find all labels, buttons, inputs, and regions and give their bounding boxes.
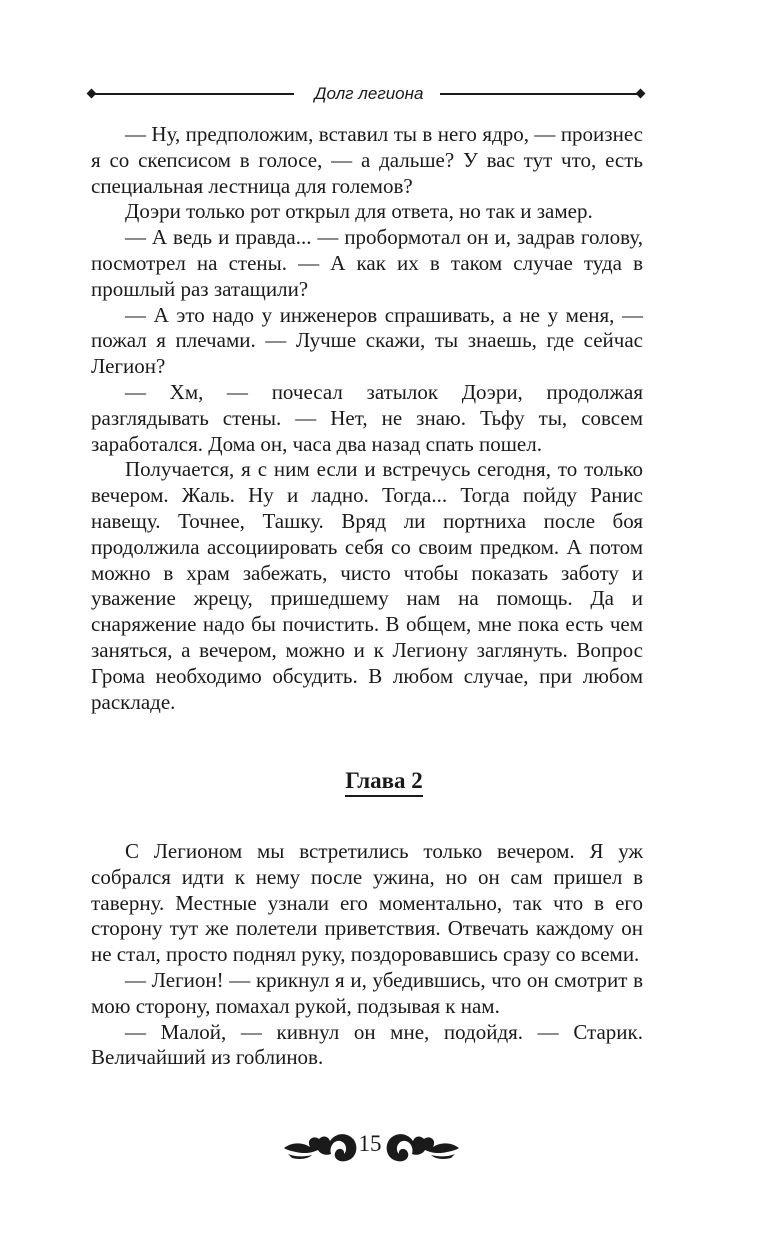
paragraph: С Легионом мы встретились только вечером. Я уж собрался идти к нему после ужина, но он сам пришел в таверну. Местные узнали его моментально, так что в его сторону тут же полетели приветствия. Отвечать каждому он не стал, просто поднял руку, поздоровавшись сразу со всеми. bbox=[91, 839, 643, 967]
text-section-1 bbox=[91, 122, 643, 715]
chapter-title: Глава 2 bbox=[345, 767, 423, 797]
page-footer bbox=[0, 1122, 768, 1168]
text-section-2 bbox=[91, 839, 643, 1071]
ornament-right-icon bbox=[383, 1126, 461, 1166]
paragraph: — Хм, — почесал затылок Доэри, продолжая разглядывать стены. — Нет, не знаю. Тьфу ты, совсем заработался. Дома он, часа два назад спать пошел. bbox=[91, 379, 643, 456]
running-title: Долг легиона bbox=[314, 84, 424, 103]
running-header bbox=[88, 82, 644, 106]
paragraph: — А ведь и правда... — пробормотал он и, задрав голову, посмотрел на стены. — А как их в таком случае туда в прошлый раз затащили? bbox=[91, 225, 643, 301]
paragraph: Получается, я с ним если и встречусь сегодня, то только вечером. Жаль. Ну и ладно. Тогда... Тогда пойду Ранис навещу. Точнее, Ташку. Вряд ли портниха после боя продолжила ассоциировать себя со своим предком. А потом можно в храм забежать, чисто чтобы показать заботу и уважение жрецу, пришедшему нам на помощь. Да и снаряжение надо бы почистить. В общем, мне пока есть чем заняться, а вечером, можно и к Легиону заглянуть. Вопрос Грома необходимо обсудить. В любом случае, при любом раскладе. bbox=[91, 457, 643, 714]
paragraph: — А это надо у инженеров спрашивать, а не у меня, — пожал я плечами. — Лучше скажи, ты знаешь, где сейчас Легион? bbox=[91, 302, 643, 379]
ornament-left-icon bbox=[282, 1126, 360, 1166]
paragraph: — Ну, предположим, вставил ты в него ядро, — произнес я со скепсисом в голосе, — а дальше? У вас тут что, есть специальная лестница для големов? bbox=[91, 122, 643, 198]
header-diamond-right-icon bbox=[636, 89, 646, 99]
paragraph: — Малой, — кивнул он мне, подойдя. — Старик. Величайший из гоблинов. bbox=[91, 1019, 643, 1070]
header-rule-left bbox=[92, 93, 294, 95]
page-number: 15 bbox=[358, 1131, 382, 1156]
paragraph: — Легион! — крикнул я и, убедившись, что он смотрит в мою сторону, помахал рукой, подзывая к нам. bbox=[91, 967, 643, 1018]
header-rule-right bbox=[440, 93, 640, 95]
paragraph: Доэри только рот открыл для ответа, но так и замер. bbox=[125, 199, 593, 224]
chapter-heading bbox=[0, 766, 768, 797]
